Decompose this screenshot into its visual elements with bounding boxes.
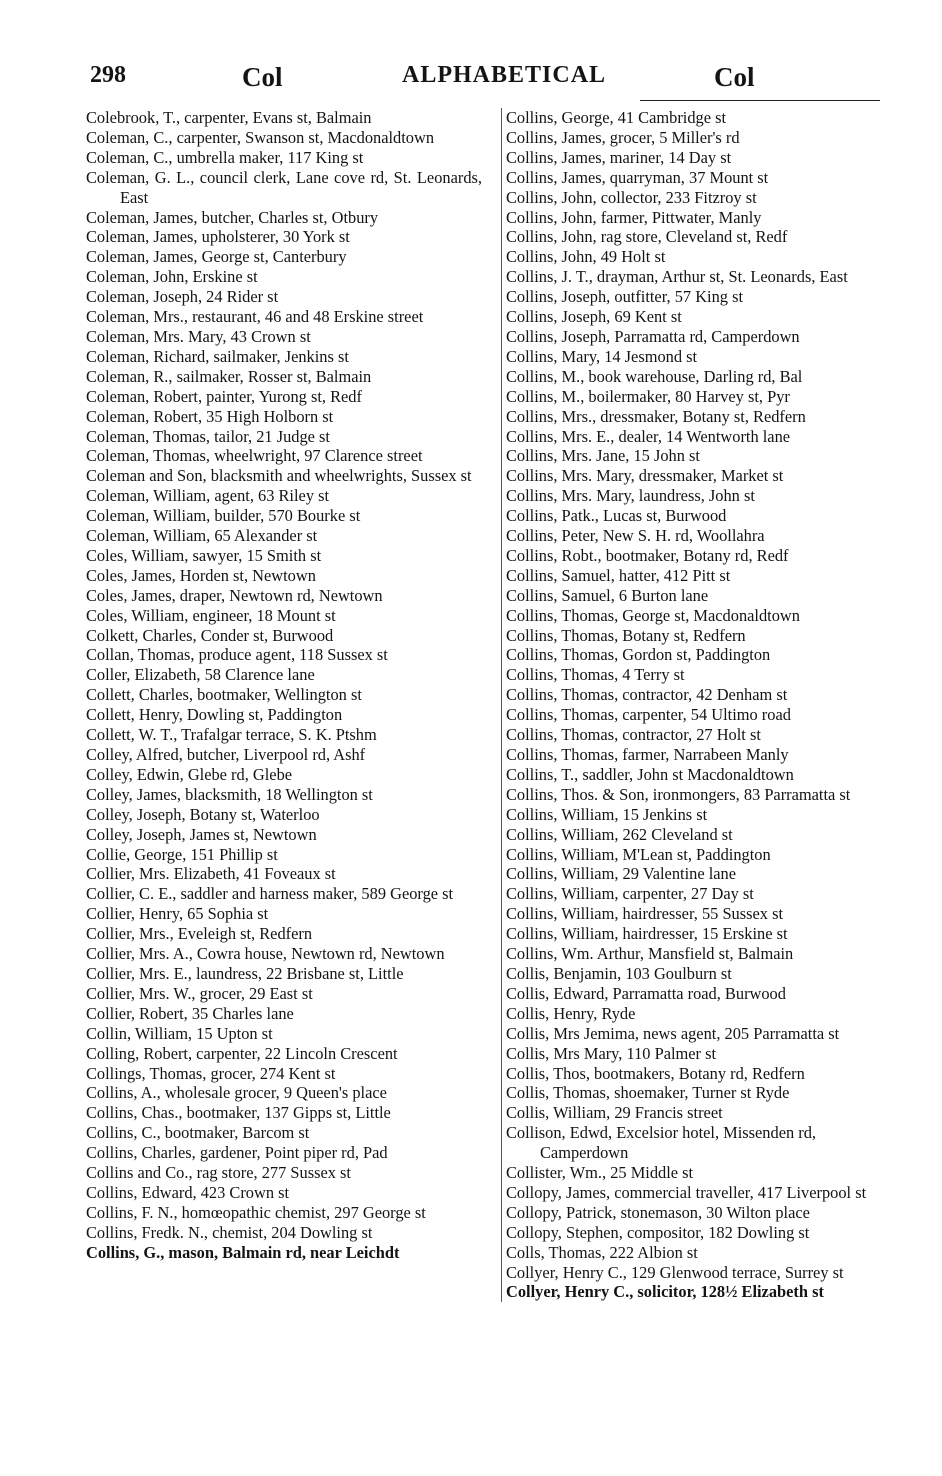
directory-entry: Collins, Thomas, contractor, 27 Holt st [506, 725, 761, 745]
directory-entry: Coleman, C., carpenter, Swanson st, Macdonaldtown [86, 127, 435, 147]
directory-entry: Coleman, John, Erskine st [86, 267, 258, 287]
directory-entry: Colebrook, T., carpenter, Evans st, Balmain [86, 108, 372, 127]
directory-entry: Collis, Thos, bootmakers, Botany rd, Redfern [506, 1063, 805, 1083]
directory-entry: Collins, Charles, gardener, Point piper rd, Pad [86, 1143, 388, 1163]
directory-entry: Coleman, Thomas, wheelwright, 97 Clarence street [86, 446, 423, 466]
directory-entry: Collins, James, grocer, 5 Miller's rd [506, 127, 740, 147]
directory-entry: Collan, Thomas, produce agent, 118 Sussex st [86, 645, 388, 665]
directory-entry: Collins, Mrs., dressmaker, Botany st, Redfern [506, 406, 806, 426]
directory-entry: Collins, William, hairdresser, 15 Erskine st [506, 924, 788, 944]
directory-entry: Collins and Co., rag store, 277 Sussex st [86, 1163, 351, 1183]
directory-entry: Collison, Edwd, Excelsior hotel, Missenden rd, Camperdown [506, 1123, 817, 1163]
right-guide-word: Col [714, 62, 755, 92]
directory-entry: Collier, Mrs. W., grocer, 29 East st [86, 983, 313, 1003]
directory-entry: Collins, G., mason, Balmain rd, near Leichdt [86, 1242, 400, 1262]
directory-entry: Collins, Mrs. Mary, laundress, John st [506, 486, 755, 506]
directory-entry: Coleman, Joseph, 24 Rider st [86, 287, 279, 307]
left-guide-word: Col [242, 62, 283, 92]
directory-entry: Coles, William, engineer, 18 Mount st [86, 605, 336, 625]
directory-entry: Coleman, Richard, sailmaker, Jenkins st [86, 346, 349, 366]
directory-entry: Coles, William, sawyer, 15 Smith st [86, 545, 322, 565]
directory-entry: Collins, William, 262 Cleveland st [506, 824, 733, 844]
directory-entry: Collins, C., bootmaker, Barcom st [86, 1123, 310, 1143]
directory-entry: Collis, Edward, Parramatta road, Burwood [506, 983, 786, 1003]
directory-entry: Coleman, R., sailmaker, Rosser st, Balmain [86, 366, 372, 386]
directory-entry: Colley, James, blacksmith, 18 Wellington st [86, 784, 373, 804]
directory-entry: Collyer, Henry C., 129 Glenwood terrace, Surrey st [506, 1262, 844, 1282]
directory-entry: Collis, Thomas, shoemaker, Turner st Ryde [506, 1083, 790, 1103]
directory-entry: Coles, James, Horden st, Newtown [86, 565, 316, 585]
directory-entry: Collins, Thomas, Botany st, Redfern [506, 625, 746, 645]
page-number: 298 [90, 62, 126, 88]
directory-entry: Collins, Thomas, carpenter, 54 Ultimo road [506, 705, 791, 725]
directory-entry: Collins, Samuel, 6 Burton lane [506, 585, 709, 605]
directory-entry: Coleman, G. L., council clerk, Lane cove rd, St. Leonards, East [86, 167, 482, 207]
directory-entry: Collopy, James, commercial traveller, 417 Liverpool st [506, 1182, 867, 1202]
directory-entry: Collins, Patk., Lucas st, Burwood [506, 506, 727, 526]
directory-entry: Collett, Charles, bootmaker, Wellington st [86, 685, 362, 705]
directory-entry: Collins, Joseph, 69 Kent st [506, 307, 682, 327]
directory-entry: Collins, William, hairdresser, 55 Sussex st [506, 904, 784, 924]
directory-entry: Collins, T., saddler, John st Macdonaldtown [506, 764, 794, 784]
directory-entry: Colling, Robert, carpenter, 22 Lincoln Crescent [86, 1043, 398, 1063]
directory-entry: Coleman, Thomas, tailor, 21 Judge st [86, 426, 330, 446]
directory-entry: Collins, Thomas, contractor, 42 Denham st [506, 685, 788, 705]
directory-entry: Colls, Thomas, 222 Albion st [506, 1242, 698, 1262]
header-rule [640, 100, 880, 101]
directory-entry: Collins, Wm. Arthur, Mansfield st, Balmain [506, 944, 794, 964]
directory-entry: Colley, Alfred, butcher, Liverpool rd, Ashf [86, 745, 366, 764]
directory-entry: Collins, Thomas, 4 Terry st [506, 665, 685, 685]
directory-entry: Collins, Mrs. E., dealer, 14 Wentworth lane [506, 426, 791, 446]
directory-entry: Collier, C. E., saddler and harness maker, 589 George st [86, 884, 454, 904]
directory-entry: Colkett, Charles, Conder st, Burwood [86, 625, 334, 645]
directory-entry: Coleman, Mrs. Mary, 43 Crown st [86, 326, 311, 346]
directory-entry: Collins, John, collector, 233 Fitzroy st [506, 187, 757, 207]
left-column [86, 108, 482, 1263]
directory-entry: Collopy, Stephen, compositor, 182 Dowling st [506, 1222, 810, 1242]
directory-entry: Collis, Benjamin, 103 Goulburn st [506, 963, 732, 983]
directory-entry: Collier, Mrs. E., laundress, 22 Brisbane st, Little [86, 963, 404, 983]
directory-entry: Collier, Robert, 35 Charles lane [86, 1003, 294, 1023]
directory-entry: Coleman, William, 65 Alexander st [86, 526, 318, 546]
directory-entry: Collins, Thomas, farmer, Narrabeen Manly [506, 745, 789, 764]
directory-entry: Collins, Thomas, Gordon st, Paddington [506, 645, 771, 665]
directory-entry: Collins, William, M'Lean st, Paddington [506, 844, 771, 864]
page-title: ALPHABETICAL [402, 62, 607, 88]
directory-entry: Collis, Henry, Ryde [506, 1003, 636, 1023]
directory-entry: Collins, Mrs. Mary, dressmaker, Market st [506, 466, 784, 486]
directory-entry: Collins, Edward, 423 Crown st [86, 1182, 290, 1202]
directory-entry: Collins, Samuel, hatter, 412 Pitt st [506, 565, 731, 585]
directory-entry: Collins, Joseph, Parramatta rd, Camperdown [506, 326, 800, 346]
directory-entry: Collin, William, 15 Upton st [86, 1023, 273, 1043]
directory-entry: Colley, Joseph, Botany st, Waterloo [86, 804, 320, 824]
directory-entry: Coleman, Mrs., restaurant, 46 and 48 Erskine street [86, 307, 424, 327]
directory-entry: Coleman, C., umbrella maker, 117 King st [86, 147, 364, 167]
directory-entry: Coles, James, draper, Newtown rd, Newtown [86, 585, 383, 605]
directory-entry: Collister, Wm., 25 Middle st [506, 1163, 694, 1183]
directory-entry: Collier, Mrs. A., Cowra house, Newtown rd, Newtown [86, 944, 445, 964]
directory-entry: Collins, Peter, New S. H. rd, Woollahra [506, 526, 765, 546]
directory-entry: Coleman, William, builder, 570 Bourke st [86, 506, 361, 526]
directory-entry: Collett, W. T., Trafalgar terrace, S. K. Ptshm [86, 725, 377, 745]
directory-entry: Collins, Robt., bootmaker, Botany rd, Redf [506, 545, 789, 565]
directory-entry: Collopy, Patrick, stonemason, 30 Wilton place [506, 1202, 810, 1222]
directory-entry: Collins, A., wholesale grocer, 9 Queen's place [86, 1083, 387, 1103]
directory-entry: Collins, Joseph, outfitter, 57 King st [506, 287, 744, 307]
page-header [90, 62, 880, 96]
directory-entry: Collings, Thomas, grocer, 274 Kent st [86, 1063, 336, 1083]
directory-entry: Collier, Henry, 65 Sophia st [86, 904, 269, 924]
directory-entry: Collins, William, carpenter, 27 Day st [506, 884, 754, 904]
directory-entry: Collins, F. N., homœopathic chemist, 297 George st [86, 1202, 426, 1222]
directory-entry: Collins, James, mariner, 14 Day st [506, 147, 732, 167]
directory-entry: Collins, Thos. & Son, ironmongers, 83 Parramatta st [506, 784, 851, 804]
directory-entry: Collins, William, 15 Jenkins st [506, 804, 708, 824]
right-column [501, 108, 884, 1302]
directory-entry: Coleman, Robert, 35 High Holborn st [86, 406, 334, 426]
directory-entry: Collins, John, farmer, Pittwater, Manly [506, 207, 762, 227]
directory-entry: Collins, John, 49 Holt st [506, 247, 666, 267]
directory-entry: Collins, James, quarryman, 37 Mount st [506, 167, 769, 187]
directory-entry: Colley, Joseph, James st, Newtown [86, 824, 317, 844]
directory-entry: Coleman, James, George st, Canterbury [86, 247, 347, 267]
directory-entry: Collins, M., boilermaker, 80 Harvey st, Pyr [506, 386, 790, 406]
directory-entry: Collins, J. T., drayman, Arthur st, St. Leonards, East [506, 267, 848, 287]
directory-entry: Colley, Edwin, Glebe rd, Glebe [86, 764, 293, 784]
directory-entry: Collis, Mrs Jemima, news agent, 205 Parramatta st [506, 1023, 840, 1043]
directory-entry: Collins, John, rag store, Cleveland st, Redf [506, 227, 788, 247]
directory-entry: Coleman, Robert, painter, Yurong st, Redf [86, 386, 362, 406]
directory-entry: Coller, Elizabeth, 58 Clarence lane [86, 665, 315, 685]
directory-entry: Coleman and Son, blacksmith and wheelwrights, Sussex st [86, 466, 472, 486]
directory-entry: Coleman, James, butcher, Charles st, Otbury [86, 207, 379, 227]
directory-entry: Collier, Mrs., Eveleigh st, Redfern [86, 924, 313, 944]
directory-entry: Collett, Henry, Dowling st, Paddington [86, 705, 343, 725]
directory-entry: Collis, William, 29 Francis street [506, 1103, 723, 1123]
directory-entry: Collins, Mrs. Jane, 15 John st [506, 446, 700, 466]
directory-entry: Collie, George, 151 Phillip st [86, 844, 278, 864]
directory-entry: Collyer, Henry C., solicitor, 128½ Elizabeth st [506, 1282, 824, 1302]
directory-entry: Collins, Mary, 14 Jesmond st [506, 346, 698, 366]
directory-entry: Collins, George, 41 Cambridge st [506, 108, 727, 127]
directory-entry: Collins, Thomas, George st, Macdonaldtown [506, 605, 800, 625]
directory-entry: Collis, Mrs Mary, 110 Palmer st [506, 1043, 717, 1063]
directory-entry: Collier, Mrs. Elizabeth, 41 Foveaux st [86, 864, 336, 884]
directory-entry: Collins, Chas., bootmaker, 137 Gipps st, Little [86, 1103, 391, 1123]
directory-entry: Collins, M., book warehouse, Darling rd, Bal [506, 366, 803, 386]
directory-entry: Coleman, James, upholsterer, 30 York st [86, 227, 350, 247]
directory-entry: Collins, William, 29 Valentine lane [506, 864, 736, 884]
directory-entry: Collins, Fredk. N., chemist, 204 Dowling st [86, 1222, 373, 1242]
directory-entry: Coleman, William, agent, 63 Riley st [86, 486, 330, 506]
